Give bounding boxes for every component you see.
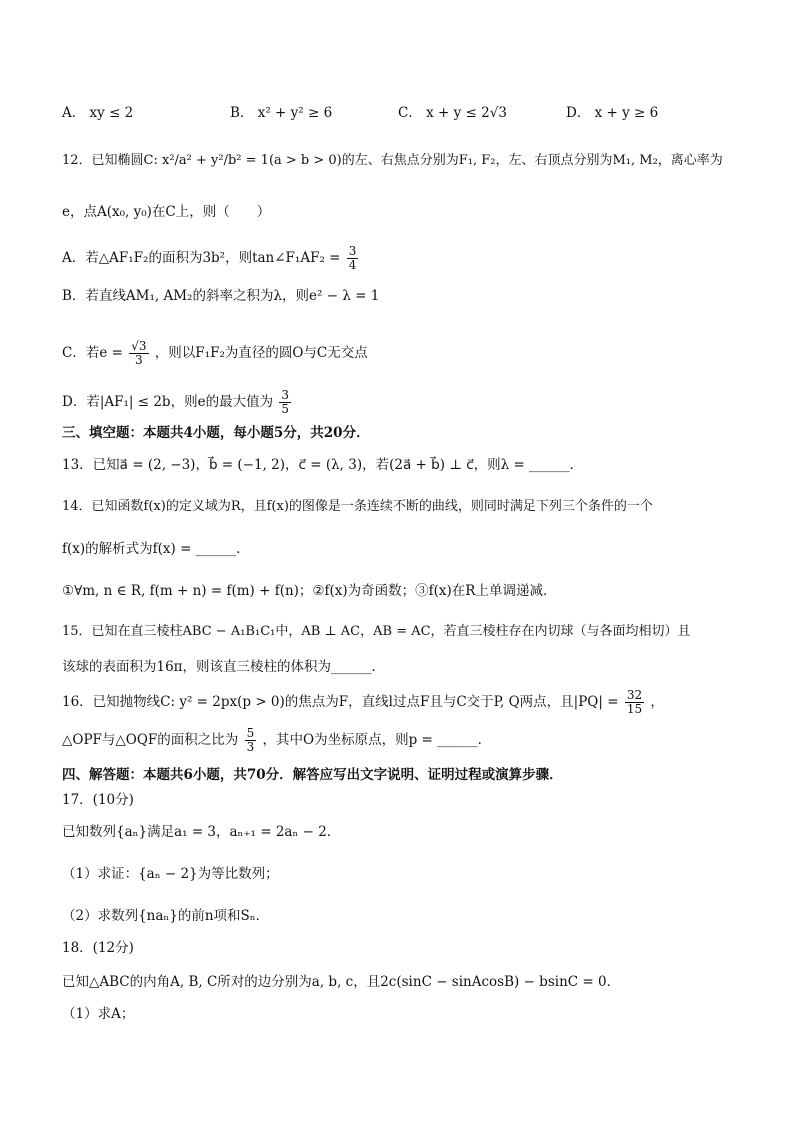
q12-option-b: B．若直线AM₁, AM₂的斜率之积为λ，则e² − λ = 1	[62, 288, 380, 304]
option-b: B． x² + y² ≥ 6	[230, 105, 333, 121]
section3-heading: 三、填空题：本题共4小题，每小题5分，共20分．	[62, 425, 370, 441]
q16-line1-end: ，	[650, 694, 664, 710]
q12-c-fraction	[129, 340, 148, 367]
q12-a-text: A．若△AF₁F₂的面积为3b²，则tan∠F₁AF₂ =	[62, 250, 341, 266]
section4-heading: 四、解答题：本题共6小题，共70分．解答应写出文字说明、证明过程或演算步骤．	[62, 767, 563, 783]
q14-line2: f(x)的解析式为f(x) = ______．	[62, 541, 250, 557]
q12-c-den: 3	[135, 353, 143, 367]
q12-d-num: 3	[281, 388, 289, 402]
q12-a-den: 4	[348, 258, 357, 272]
q15-line2: 该球的表面积为16π，则该直三棱柱的体积为______．	[62, 659, 386, 675]
q14-line1: 14．已知函数f(x)的定义域为R，且f(x)的图像是一条连续不断的曲线，则同时满足下列三个条件的一个	[62, 499, 653, 514]
q12-a-num: 3	[348, 244, 357, 258]
q18-part1: （1）求A；	[62, 1006, 135, 1022]
q16-pq-fraction	[625, 689, 644, 716]
q16-pq-den: 15	[626, 702, 643, 716]
q12-c-pre: C．若e =	[62, 345, 123, 361]
q17-stem: 已知数列{aₙ}满足a₁ = 3，aₙ₊₁ = 2aₙ − 2．	[62, 824, 341, 840]
q16-ratio-fraction	[245, 727, 257, 754]
q18-stem: 已知△ABC的内角A, B, C所对的边分别为a, b, c，且2c(sinC − sinAcosB) − bsinC = 0．	[62, 974, 621, 990]
q12-d-den: 5	[281, 402, 289, 416]
q17-part1: （1）求证：{aₙ − 2}为等比数列；	[62, 866, 279, 882]
q16-line1-text: 16．已知抛物线C: y² = 2px(p > 0)的焦点为F，直线l过点F且与C交于P, Q两点，且|PQ| =	[62, 694, 619, 710]
q16-pq-num: 32	[626, 688, 643, 702]
option-a: A． xy ≤ 2	[62, 105, 134, 121]
q14-line3: ①∀m, n ∈ R, f(m + n) = f(m) + f(n)；②f(x)为奇函数；③f(x)在R上单调递减．	[62, 583, 557, 599]
q16-ratio-den: 3	[246, 740, 255, 754]
q12-option-d	[62, 389, 293, 416]
q12-d-fraction	[279, 389, 291, 416]
q18-head: 18．(12分)	[62, 940, 134, 956]
q12-option-a	[62, 245, 360, 272]
q12-c-num: √3	[131, 339, 147, 353]
q12-option-c	[62, 340, 368, 367]
q17-part2: （2）求数列{naₙ}的前n项和Sₙ．	[62, 908, 270, 924]
q16-line2-post: ，其中O为坐标原点，则p = ______．	[262, 732, 492, 748]
q12-d-text: D．若|AF₁| ≤ 2b，则e的最大值为	[62, 394, 274, 410]
q16-line2	[62, 727, 491, 754]
q12-stem-line1: 12．已知椭圆C: x²/a² + y²/b² = 1(a > b > 0)的左、右焦点分别为F₁, F₂，左、右顶点分别为M₁, M₂，离心率为	[62, 153, 723, 168]
q12-stem-line2: e，点A(x₀, y₀)在C上，则（ ）	[62, 204, 271, 220]
q16-line2-pre: △OPF与△OQF的面积之比为	[62, 732, 239, 748]
q12-a-fraction	[347, 245, 359, 272]
q13: 13．已知a⃗ = (2, −3)，b⃗ = (−1, 2)，c⃗ = (λ, 3)，若(2a⃗ + b⃗) ⊥ c⃗，则λ = ______．	[62, 457, 584, 473]
q15-line1: 15．已知在直三棱柱ABC − A₁B₁C₁中，AB ⊥ AC，AB = AC，若直三棱柱存在内切球（与各面均相切）且	[62, 624, 691, 639]
q16-line1	[62, 689, 664, 716]
q16-ratio-num: 5	[246, 726, 255, 740]
option-c: C． x + y ≤ 2√3	[398, 105, 507, 121]
q12-c-post: ，则以F₁F₂为直径的圆O与C无交点	[154, 345, 368, 361]
q17-head: 17．(10分)	[62, 792, 134, 808]
option-d: D． x + y ≥ 6	[566, 105, 659, 121]
